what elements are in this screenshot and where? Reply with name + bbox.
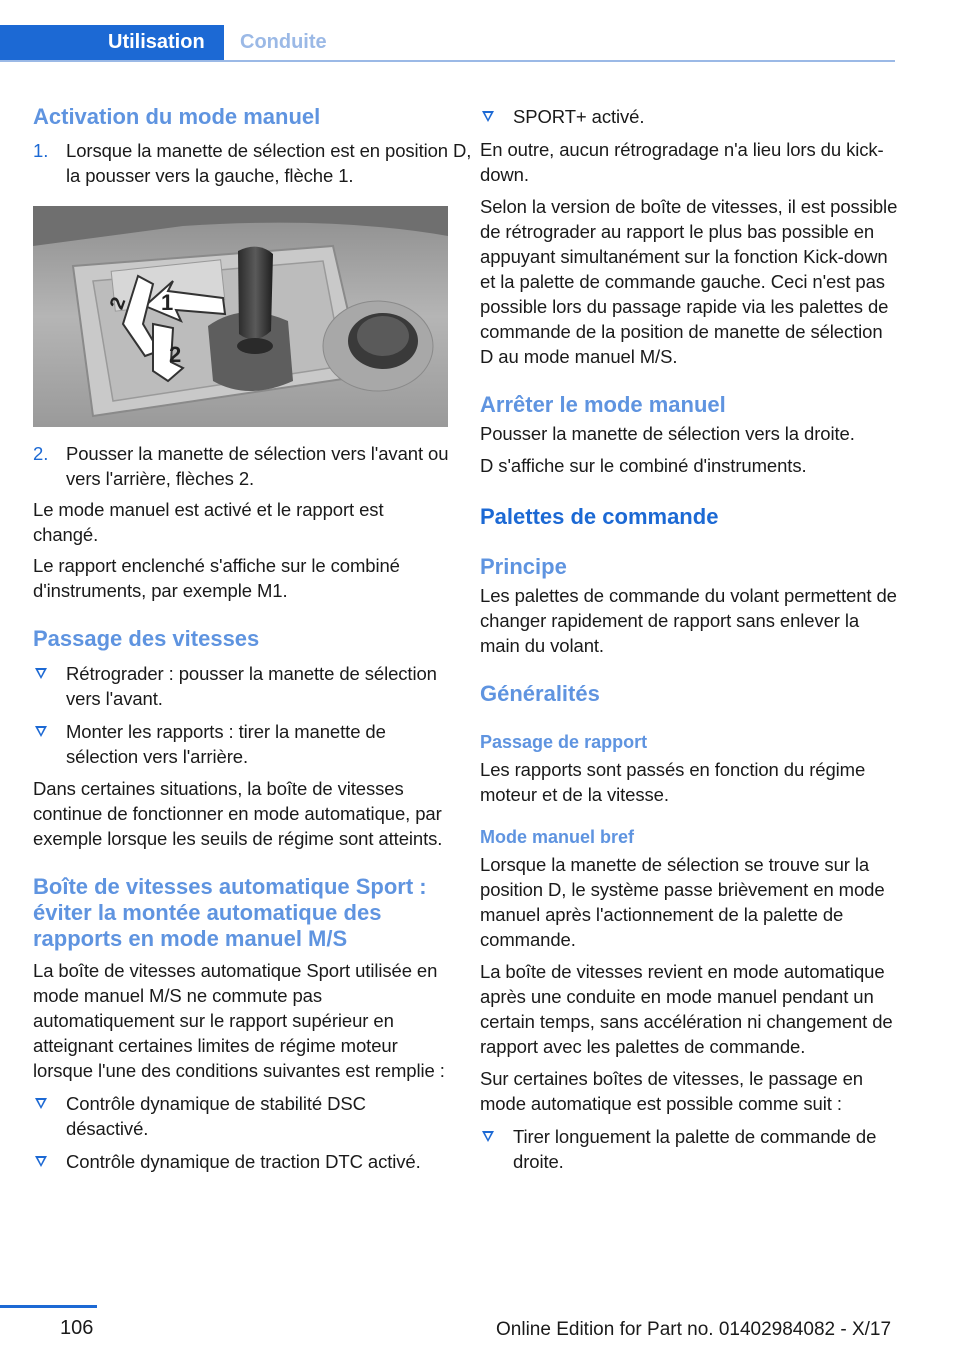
paragraph-passage-rapport: Les rapports sont passés en fonction du régime moteur et de la vitesse. bbox=[480, 759, 866, 805]
left-column bbox=[33, 100, 472, 1174]
right-column bbox=[480, 100, 898, 1174]
bullet-dsc bbox=[33, 1091, 448, 1141]
chapter-tabs bbox=[0, 25, 895, 62]
heading-passage-rapport: Passage de rapport bbox=[480, 732, 648, 752]
tab-utilisation[interactable] bbox=[0, 25, 224, 60]
bullet-triangle-icon bbox=[482, 1131, 494, 1142]
paragraph-gear-display: Le rapport enclenché s'affiche sur le combiné d'instruments, par exemple M1. bbox=[33, 555, 400, 601]
heading-stop-manual: Arrêter le mode manuel bbox=[480, 392, 726, 417]
step-1-text: Lorsque la manette de sélection est en position D, la pousser vers la gauche, flèche 1. bbox=[66, 140, 472, 186]
bullet-dtc bbox=[33, 1149, 448, 1174]
paragraph-bref-3: Sur certaines boîtes de vitesses, le passage en mode automatique est possible comme suit : bbox=[480, 1068, 863, 1114]
bullet-sport-plus bbox=[480, 104, 898, 129]
paragraph-bref-1: Lorsque la manette de sélection se trouve sur la position D, le système passe brièvement en mode manuel après l'actionnement de la palette de commande. bbox=[480, 854, 885, 950]
tab-utilisation-label: Utilisation bbox=[108, 31, 205, 53]
paragraph-stop-2: D s'affiche sur le combiné d'instruments. bbox=[480, 455, 807, 476]
paragraph-version: Selon la version de boîte de vitesses, il est possible de rétrograder au rapport le plus bas possible en appuyant simultanément sur la fonction Kick-down et la palette de commande gauche. Ceci n'est pas possible lors du passage rapide via les palettes de commande de la position de manette de sélection D au mode manuel M/S. bbox=[480, 196, 898, 367]
bullet-tirer-text: Tirer longuement la palette de commande de droite. bbox=[513, 1126, 877, 1172]
figure-label-1: 1 bbox=[161, 290, 174, 315]
bullet-dsc-text: Contrôle dynamique de stabilité DSC désactivé. bbox=[66, 1093, 366, 1139]
bullet-triangle-icon bbox=[35, 668, 47, 679]
footer-rule bbox=[0, 1305, 97, 1308]
heading-mode-manuel-bref: Mode manuel bref bbox=[480, 827, 635, 847]
bullet-triangle-icon bbox=[482, 111, 494, 122]
bullet-triangle-icon bbox=[35, 1156, 47, 1167]
step-1 bbox=[33, 138, 476, 188]
bullet-upshift-text: Monter les rapports : tirer la manette de sélection vers l'arrière. bbox=[66, 721, 386, 767]
bullet-triangle-icon bbox=[35, 1098, 47, 1109]
figure-label-2-top: 2 bbox=[105, 294, 131, 313]
heading-passage: Passage des vitesses bbox=[33, 626, 260, 651]
figure-label-2-bottom: 2 bbox=[169, 342, 182, 367]
step-1-number: 1. bbox=[33, 140, 49, 161]
tab-underline bbox=[0, 60, 895, 62]
bullet-upshift bbox=[33, 719, 448, 769]
paragraph-sport-transmission: La boîte de vitesses automatique Sport utilisée en mode manuel M/S ne commute pas automatiquement sur le rapport supérieur en atteignant certaines limites de régime moteur lorsque l'une des conditions suivantes est remplie : bbox=[33, 960, 445, 1081]
heading-generalites: Généralités bbox=[480, 681, 600, 706]
step-2 bbox=[33, 441, 476, 491]
paragraph-manual-active: Le mode manuel est activé et le rapport est changé. bbox=[33, 499, 384, 545]
tab-conduite[interactable]: Conduite bbox=[240, 31, 327, 53]
bullet-triangle-icon bbox=[35, 726, 47, 737]
paragraph-principe: Les palettes de commande du volant permettent de changer rapidement de rapport sans enlever la main du volant. bbox=[480, 585, 897, 656]
heading-palettes: Palettes de commande bbox=[480, 504, 719, 529]
paragraph-stop-1: Pousser la manette de sélection vers la droite. bbox=[480, 423, 855, 444]
paragraph-kickdown: En outre, aucun rétrogradage n'a lieu lors du kick-down. bbox=[480, 139, 884, 185]
selector-lever-illustration bbox=[33, 206, 448, 427]
bullet-downshift bbox=[33, 661, 448, 711]
footer-edition: Online Edition for Part no. 01402984082 - X/17 bbox=[496, 1319, 892, 1340]
selector-lever-figure bbox=[33, 206, 448, 427]
paragraph-bref-2: La boîte de vitesses revient en mode automatique après une conduite en mode manuel pendant un certain temps, sans accélération ni changement de rapport avec les palettes de commande. bbox=[480, 961, 893, 1057]
bullet-downshift-text: Rétrograder : pousser la manette de sélection vers l'avant. bbox=[66, 663, 437, 709]
heading-sport-transmission: Boîte de vitesses automatique Sport : éviter la montée automatique des rapports en mode manuel M/S bbox=[33, 874, 427, 951]
bullet-sport-plus-text: SPORT+ activé. bbox=[513, 106, 645, 127]
bullet-dtc-text: Contrôle dynamique de traction DTC activé. bbox=[66, 1151, 421, 1172]
page-number: 106 bbox=[60, 1317, 94, 1339]
step-2-text: Pousser la manette de sélection vers l'avant ou vers l'arrière, flèches 2. bbox=[66, 443, 449, 489]
bullet-tirer bbox=[480, 1124, 898, 1174]
heading-activation: Activation du mode manuel bbox=[33, 104, 321, 129]
paragraph-auto-mode: Dans certaines situations, la boîte de vitesses continue de fonctionner en mode automatique, par exemple lorsque les seuils de régime sont atteints. bbox=[33, 778, 443, 849]
step-2-number: 2. bbox=[33, 443, 49, 464]
heading-principe: Principe bbox=[480, 554, 567, 579]
